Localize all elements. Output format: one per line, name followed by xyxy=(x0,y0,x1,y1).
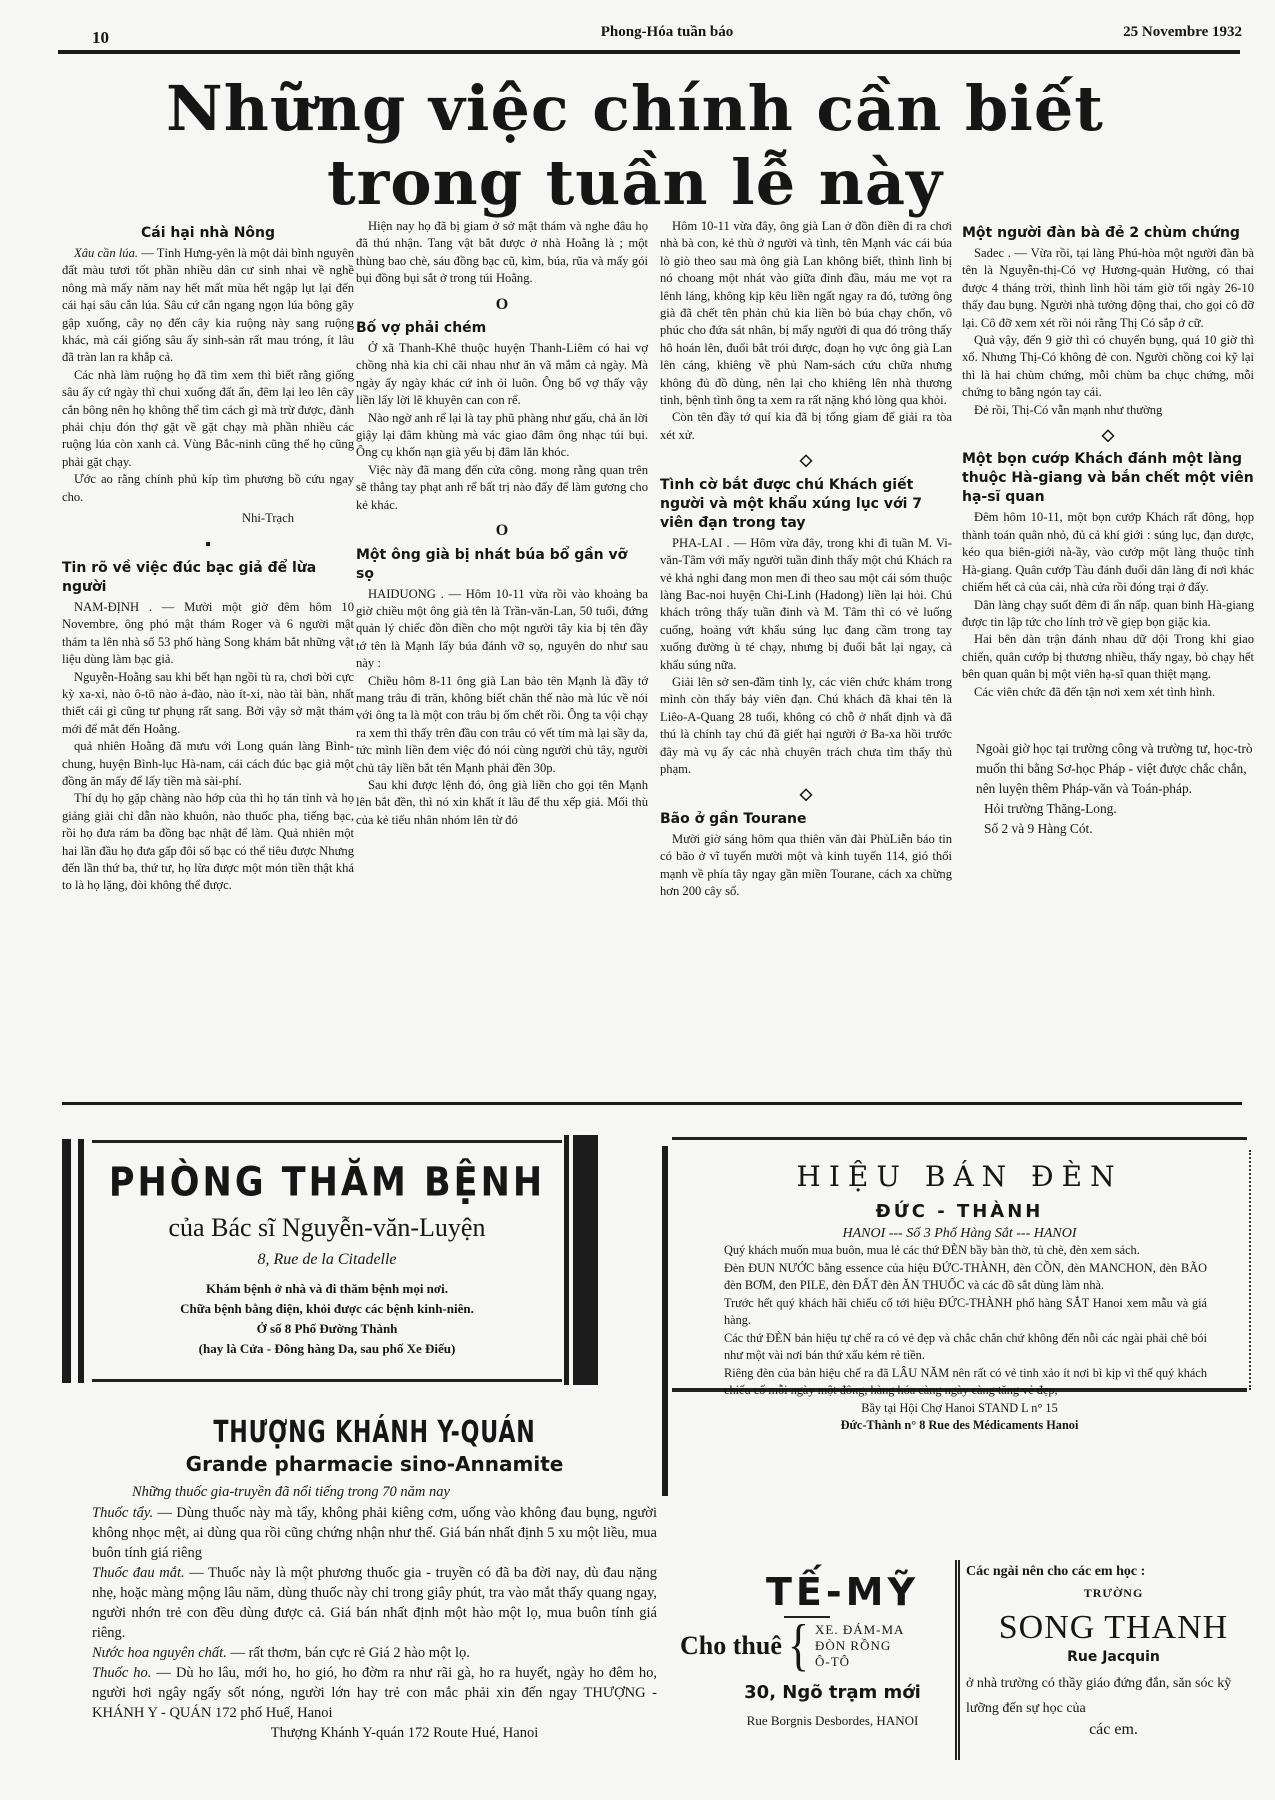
ad-phong-tham-benh xyxy=(92,1140,562,1382)
item-label: Thuốc tẩy. xyxy=(92,1505,154,1521)
article-paragraph: Các viên chức đã đến tận nơi xem xét tình hình. xyxy=(974,684,1216,699)
news-column-4 xyxy=(962,218,1254,839)
rent-label: Cho thuê xyxy=(680,1631,782,1660)
article-paragraph: NAM-ĐỊNH . — Mười một giờ đêm hôm 10 Novembre, ông phó mật thám Roger và 6 người mật thám ta lên nhà số 53 phố hàng Song khám bắt những vật liệu dùng làm bạc giả. xyxy=(62,599,354,667)
border-bar-left xyxy=(662,1146,668,1496)
ad-footer: Bầy tại Hội Chợ Hanoi STAND L n° 15 xyxy=(861,1400,1058,1415)
item-label: Thuốc ho. xyxy=(92,1665,152,1681)
article-paragraph: Nguyễn-Hoằng sau khi bết hạn ngồi tù ra, chơi bời cực kỳ xa-xỉ, nào ô-tô nào ả-đào, nào ít-xi, nào tài bàn, nhất thiết cái gì cũng tư phụng rất sang. Bởi vậy sở mật thám mới để mắt đến Hoằng. xyxy=(62,669,354,736)
article-title: Tình cờ bắt được chú Khách giết người và một khẩu xúng lục với 7 viên đạn trong tay xyxy=(660,476,922,531)
headline-line-2: trong tuần lễ này xyxy=(326,146,944,219)
item-label: Nước hoa nguyên chất. xyxy=(92,1645,227,1661)
article-paragraph: Hai bên dàn trận đánh nhau dữ dội Trong khi giao chiến, quân cướp bị thương nhiều, thấy ngay, bỏ chạy hết bên quan quân bị một viên hạ-sĩ quan thiệt mạng. xyxy=(962,632,1254,682)
rental-options xyxy=(680,1613,965,1678)
options-list xyxy=(815,1622,904,1670)
border-bars-right xyxy=(564,1135,598,1385)
article-paragraph: PHA-LAI . — Hôm vừa đây, trong khi đi tuần M. Vi-văn-Tâm với mấy người tuần đinh thấy một chú Khách ra vẻ khả nghi đang mon men đi theo sau một cái sóm thuộc làng Bac-noi huyện Chi-Linh (Hadong) liền lại hỏi. Chú khách trông thấy tuần đinh và M. Tâm thì có vẻ luống cuống, hoảng vứt khẩu súng lục đang cầm trong tay xuống đường ù té chạy, nhưng bị đuổi bắt lại ngay, cả khẩu súng nữa. xyxy=(660,535,952,672)
article-title: Bão ở gần Tourane xyxy=(660,810,807,827)
school-notice xyxy=(962,739,1254,839)
headline-line-1: Những việc chính cần biết xyxy=(166,72,1104,145)
article-title: Một bọn cướp Khách đánh một làng thuộc Hà-giang và bắn chết một viên hạ-sĩ quan xyxy=(962,451,1254,506)
ad-footer: Thượng Khánh Y-quán 172 Route Hué, Hanoi xyxy=(270,1725,539,1741)
issue-date: 25 Novembre 1932 xyxy=(1123,24,1242,40)
ad-subtitle: Grande pharmacie sino-Annamite xyxy=(185,1452,564,1476)
article-paragraph: quả nhiên Hoằng đã mưu với Long quán làng Bình-chung, huyện Bình-lục Hà-nam, cái cách đúc bạc giả một đồng ăn mấy để lấy tiền mà sài-phí. xyxy=(62,739,354,788)
article-paragraph: HAIDUONG . — Hôm 10-11 vừa rồi vào khoảng ba giờ chiều một ông già tên là Trần-văn-Lan, 50 tuổi, đứng quản lý chiếc đồn điền cho một người tây kia bị tên đầy tớ tên là Mạnh lấy búa đánh vỡ sọ, nguyên do như sau này : xyxy=(356,586,648,671)
ad-line: Khám bệnh ở nhà và đi thăm bệnh mọi nơi. xyxy=(206,1281,448,1296)
ad-text: ở nhà trường có thầy giáo đứng đắn, săn sóc kỹ lưỡng đến sự học của xyxy=(966,1676,1232,1716)
masthead xyxy=(92,20,1242,54)
ad-address: HANOI --- Số 3 Phố Hàng Sắt --- HANOI xyxy=(842,1226,1077,1241)
article-paragraph: Hôm 10-11 vừa đây, ông già Lan ở đồn điền đi ra chơi nhà bà con, kẻ thù ở người và tình, tên Mạnh vác cái búa lò giò theo sau mà ông già Lan không biết, thình lình bị nó choang một nhát vào giữa đỉnh đầu, máu me vọt ra lênh láng, không kịp kêu liền ngất ngay ra đó, tưởng ông già đã chết tên phản chủ kia liền bỏ búa chạy chốn, vô phúc cho đứa sát nhân, bị mấy người đi qua đó trông thấy hô hoán lên, đuổi bắt trói được, đoạn họ vực ông già Lan lên cáng, khiêng về phủ Nam-sách cứu chữa nhưng không đủ đồ dùng, nên lại cho khiêng lên nhà thương tỉnh, bệnh tình ông ta xem ra rất nặng khó lòng qua khỏi. xyxy=(660,219,952,408)
article-paragraph: Sadec . — Vừa rồi, tại làng Phú-hòa một người đàn bà tên là Nguyễn-thị-Có vợ Hương-quản Hường, có thai được 4 tháng trời, thình lình hồi tám giờ tối ngày 26-10 thấy đau bụng. Người nhà tưởng động thai, cho gọi cô đỡ lại. Cô đỡ xem xét rồi nói rằng Thị Có sắp ở cữ. xyxy=(962,246,1254,330)
ad-line: Ở số 8 Phố Đường Thành xyxy=(256,1321,398,1336)
ad-address-street: Rue Borgnis Desbordes, HANOI xyxy=(746,1713,919,1728)
ad-line: (hay là Cửa - Đông hàng Da, sau phố Xe Điếu) xyxy=(198,1341,456,1356)
brace-icon: { xyxy=(787,1613,809,1678)
article-paragraph: Còn tên đầy tớ quí kia đã bị tống giam để giải ra tòa xét xử. xyxy=(660,410,952,442)
ad-te-my xyxy=(680,1560,965,1729)
circle-separator-icon: O xyxy=(495,295,509,313)
ad-item xyxy=(92,1663,657,1723)
ad-title: TẾ-MỸ xyxy=(766,1570,919,1614)
article-paragraph: Dân làng chạy suốt đêm đi ẩn nấp. quan binh Hà-giang được tin lập tức cho lính trở về giẹp bọn giặc kia. xyxy=(962,597,1254,629)
notice-text: Ngoài giờ học tại trường công và trường tư, học-trò muốn thi bằng Sơ-học Pháp - việt được chắc chắn, nên luyện thêm Pháp-văn và Toán-pháp. xyxy=(976,740,1253,796)
news-column-2 xyxy=(356,218,648,829)
diamond-separator-icon: ◇ xyxy=(799,452,813,470)
header-rule xyxy=(58,50,1240,54)
article-paragraph: Nào ngờ anh rể lại là tay phũ phàng như gấu, chả ăn lời giậy lại đâm khùng mà vác giao đâm ông nhạc túi bụi. Ông cụ khốn nạn già yếu bị đâm lăn khóc. xyxy=(356,410,648,460)
article-paragraph: Đêm hôm 10-11, một bọn cướp Khách rất đông, họp thành toán quân nhỏ, đủ cả khí giới : súng lục, đạn dược, kéo qua biên-giới nà-ầy, vào cướp một làng thuộc tỉnh Hà-giang. Quân cướp Tàu đánh đuổi dân làng đi nơi khác chiếm hết cả của cải, nhà cửa rồi đóng trại ở đấy. xyxy=(962,510,1254,595)
article-title: Một ông già bị nhát búa bổ gần vỡ sọ xyxy=(356,546,628,582)
item-text: — rất thơm, bán cực rẻ Giá 2 hào một lọ. xyxy=(226,1645,470,1661)
option-item: XE. ĐÁM-MA xyxy=(814,1622,905,1637)
page-headline xyxy=(60,72,1210,220)
border-bar-right xyxy=(1247,1150,1251,1390)
notice-contact: Hỏi trường Thăng-Long. xyxy=(984,800,1117,816)
ad-item xyxy=(92,1503,657,1563)
ad-song-thanh xyxy=(955,1560,1261,1760)
ad-title: THƯỢNG KHÁNH Y-QUÁN xyxy=(213,1415,536,1450)
item-text: — Dù ho lâu, mới ho, ho gió, ho đờm ra như rãi gà, ho ra huyết, ngày ho đêm ho, người hơi ngây ngấy sốt nóng, người lớn hay trẻ con mắc phải xin đến ngay THƯỢNG - KHÁNH Y - QUÁN 172 phố Huế, Hanoi xyxy=(92,1665,657,1721)
ad-label: TRƯỜNG xyxy=(1083,1586,1144,1600)
ad-hieu-ban-den xyxy=(672,1137,1247,1432)
diamond-separator-icon: ◇ xyxy=(799,786,813,804)
article-paragraph: Mười giờ sáng hôm qua thiên văn đài PhủLiễn báo tin có bão ở vĩ tuyến mười một và kinh tuyến 114, gió thổi mạnh về phía tây ngay gần miền Tourane, cách xa chừng hơn 200 cây số. xyxy=(660,831,952,898)
article-paragraph xyxy=(62,245,354,367)
ad-paragraph: Trước hết quý khách hãi chiếu cố tới hiệu ĐỨC-THÀNH phố hàng SẮT Hanoi xem mẫu và giá hàng. xyxy=(724,1295,1207,1327)
paper-name: Phong-Hóa tuần báo xyxy=(600,24,734,40)
ad-item xyxy=(92,1643,657,1663)
article-title: Tin rõ về việc đúc bạc giả để lừa người xyxy=(62,559,317,595)
article-paragraph: Giải lên sở sen-đầm tỉnh lỵ, các viên chức khám trong mình còn thấy bảy viên đạn. Chú khách đã khai tên là Liêo-A-Quang 28 tuổi, không có chỗ ở nhất định và đã thú là chính tay chú đã giết hại người ở Ba-xa hồi trước đây mà vụ ấy các nhà chuyên trách chưa tìm thấy thủ phạm. xyxy=(660,674,952,776)
ad-paragraph: Quý khách muốn mua buôn, mua lẻ các thứ ĐÈN bầy bàn thờ, tủ chè, đèn xem sách. xyxy=(724,1243,1140,1257)
option-item: Ô-TÔ xyxy=(814,1654,851,1669)
ad-paragraph: Các thứ ĐÈN bản hiệu tự chế ra có vẻ đẹp và chắc chắn chứ không đến nỗi các ngài phải chê bói như một vài nơi bán thứ xấu kém rẻ tiền. xyxy=(724,1330,1207,1362)
article-paragraph: Việc này đã mang đến cửa công. mong rằng quan trên sẽ thẳng tay phạt anh rể bất trị nào đấy để làm gương cho kẻ khác. xyxy=(356,462,648,512)
article-paragraph: Chiều hôm 8-11 ông già Lan bảo tên Mạnh là đầy tớ mang trâu đi trăn, không biết chăn thế nào mà lúc về nói với ông ta là một con trâu bị ốm chết rồi. Ông ta vội chạy ra xem thì thấy trên đầu con trâu có vết tím mà lại sầy da, tức mình liền đem việc đó nói cùng người chủ tây, người chủ tây liền bắt tên Mạnh phải đền 30p. xyxy=(356,673,648,775)
ad-paragraph: Riêng đèn của bản hiệu chế ra đã LÂU NĂM nên rất có vẻ tinh xảo ít nơi bì kịp vì thế quý khách chiếu cố mỗi ngày một đông, hàng hóa càng ngày càng tăng vẻ đẹp, xyxy=(724,1365,1207,1397)
article-paragraph: Các nhà làm ruộng họ đã tìm xem thì biết rằng giống sâu ấy cứ ngày thì chui xuống đất ẩn, đêm lại leo lên cây cắn bông nên họ không thể tìm cách gì mà trừ được, đành phải chịu đón thợ gặt về gặt chạy mà phần nhiều các ruộng lúa còn xanh cả. Vùng Bắc-ninh cũng thế họ cũng phải gặt chạy. xyxy=(62,367,354,469)
item-text: — Dùng thuốc này mà tẩy, không phải kiêng cơm, uống vào không đau bụng, người không nhọc mệt, ai dùng qua rồi cũng chứng nhận như thế. Giá bán nhất định 5 xu một liều, mua buôn tính giá riêng xyxy=(92,1505,657,1561)
article-title: Cái hại nhà Nông xyxy=(140,225,276,241)
ad-street: Rue Jacquin xyxy=(1067,1649,1160,1665)
ad-title: HIỆU BÁN ĐÈN xyxy=(796,1160,1123,1193)
ad-paragraph: Đèn ĐUN NƯỚC bằng essence của hiệu ĐỨC-THÀNH, đèn CỒN, đèn MANCHON, đèn BÃO đèn BƠM, đen PILE, đèn ĐẤT đèn ĂN THUỐC và các đồ sắt dùng làm nhà. xyxy=(724,1260,1207,1292)
ad-address: 30, Ngõ trạm mới xyxy=(744,1682,921,1703)
ad-subtitle: ĐỨC - THÀNH xyxy=(875,1201,1044,1222)
article-text: — Tỉnh Hưng-yên là một dải bình nguyên đất màu tươi tốt phần nhiều dân cư sinh nhai về nghề nông mà mấy năm nay hết mất mùa hết ngập lụt lại đến cái hại sâu cắn lúa. Sâu cứ cắn ngang ngọn lúa bông gãy gập xuống, cây nọ đến cây kia ruộng này sang ruộng khác, mà cái giống sâu ấy sinh-sản rất mau tróng, ít lâu đã tràn lan ra khắp cả. xyxy=(62,246,354,365)
ad-address: 8, Rue de la Citadelle xyxy=(257,1251,397,1268)
article-paragraph: Sau khi được lệnh đó, ông già liền cho gọi tên Mạnh lên bắt đền, thì nó xin khất ít lâu để thu xếp giả. Mối thù của kẻ tiểu nhân nhóm lên từ đó xyxy=(356,777,648,827)
diamond-separator-icon: ◇ xyxy=(1101,427,1115,445)
option-item: ĐÒN RỒNG xyxy=(814,1638,892,1653)
article-lead: Xâu cần lúa. xyxy=(74,246,139,260)
article-paragraph: Đẻ rồi, Thị-Có vẫn mạnh như thường xyxy=(974,402,1163,417)
news-column-3 xyxy=(660,218,952,900)
article-paragraph: Quả vậy, đến 9 giờ thì có chuyển bụng, quá 10 giờ thì xổ. Nhưng Thị-Có không đẻ con. Người chồng coi kỹ lại thì là hai chùm chứng, mỗi chùm ba chục chứng, mỗi chứng to bằng ngón tay cái. xyxy=(962,333,1254,400)
ad-title: PHÒNG THĂM BỆNH xyxy=(108,1160,546,1206)
ad-line: Chữa bệnh bằng điện, khỏi được các bệnh kinh-niên. xyxy=(180,1301,474,1316)
item-label: Thuốc đau mắt. xyxy=(92,1565,185,1581)
article-paragraph: Hiện nay họ đã bị giam ở sở mật thám và nghe đâu họ đã thú nhận. Tang vật bắt được ở nhà Hoằng là ; một thùng bao chè, sáu đồng bạc cũ, kìm, búa, rũa và mấy gói bụi đồng bụi sắt ở trong túi Hoằng. xyxy=(356,219,648,286)
item-text: — Thuốc này là một phương thuốc gia - truyền có đã ba đời nay, dù đau nặng nhẹ, hoặc màng mộng lâu năm, dùng thuốc này chỉ trong giây phút, tra vào mắt thấy quang ngay, người nhớn trẻ con đều dùng được cả. Giá bán nhất định một hào một lọ, mua buôn tính giá riêng. xyxy=(92,1565,657,1641)
article-title: Một người đàn bà đẻ 2 chùm chứng xyxy=(962,225,1240,241)
article-signature: Nhi-Trạch xyxy=(241,511,294,526)
circle-separator-icon: O xyxy=(495,522,509,540)
ad-thuong-khanh xyxy=(92,1415,657,1742)
ad-item xyxy=(92,1563,657,1643)
article-paragraph: Ở xã Thanh-Khê thuộc huyện Thanh-Liêm có hai vợ chồng nhà kia chỉ cãi nhau như ăn vã mắm cả ngày. Mà ngày ấy ngày khác cứ inh ỏi luôn. Ông bố vợ thấy vậy liền lấy lời lẽ khuyên can con rể. xyxy=(356,341,648,408)
ad-footer: Đức-Thành n° 8 Rue des Médicaments Hanoi xyxy=(840,1417,1079,1432)
ad-subtitle: của Bác sĩ Nguyễn-văn-Luyện xyxy=(168,1213,486,1242)
ad-title: SONG THANH xyxy=(998,1609,1229,1646)
ad-lead: Những thuốc gia-truyền đã nổi tiếng trong 70 năm nay xyxy=(132,1484,450,1500)
section-divider xyxy=(62,1102,1242,1105)
article-title: Bố vợ phải chém xyxy=(356,320,487,337)
ad-text-end: các em. xyxy=(1089,1721,1138,1738)
border-bars-left xyxy=(62,1139,84,1383)
square-separator-icon: ▪ xyxy=(205,535,211,553)
article-paragraph: Ước ao rằng chính phủ kíp tìm phương bồ cứu ngay cho. xyxy=(62,472,354,504)
ad-intro: Các ngài nên cho các em học : xyxy=(966,1564,1146,1579)
page-number: 10 xyxy=(92,28,109,47)
notice-address: Số 2 và 9 Hàng Cót. xyxy=(984,820,1093,836)
news-column-1 xyxy=(62,218,354,895)
article-paragraph: Thí dụ họ gặp chàng nào hớp của thì họ tán tỉnh và họ giảng giải chỉ dẫn nào khuôn, nào thuốc pha, tiếng bạc, rồi họ đưa rám ba đồng bạc nhật để làm. Quả nhiên một hai lần đầu họ đưa gấp đôi số bạc có thể tiêu được Nhưng đến lần thứ ba, thứ tư, họ lừa được một món tiền thật khá to là họ lặng, đòi không thể được. xyxy=(62,791,354,893)
